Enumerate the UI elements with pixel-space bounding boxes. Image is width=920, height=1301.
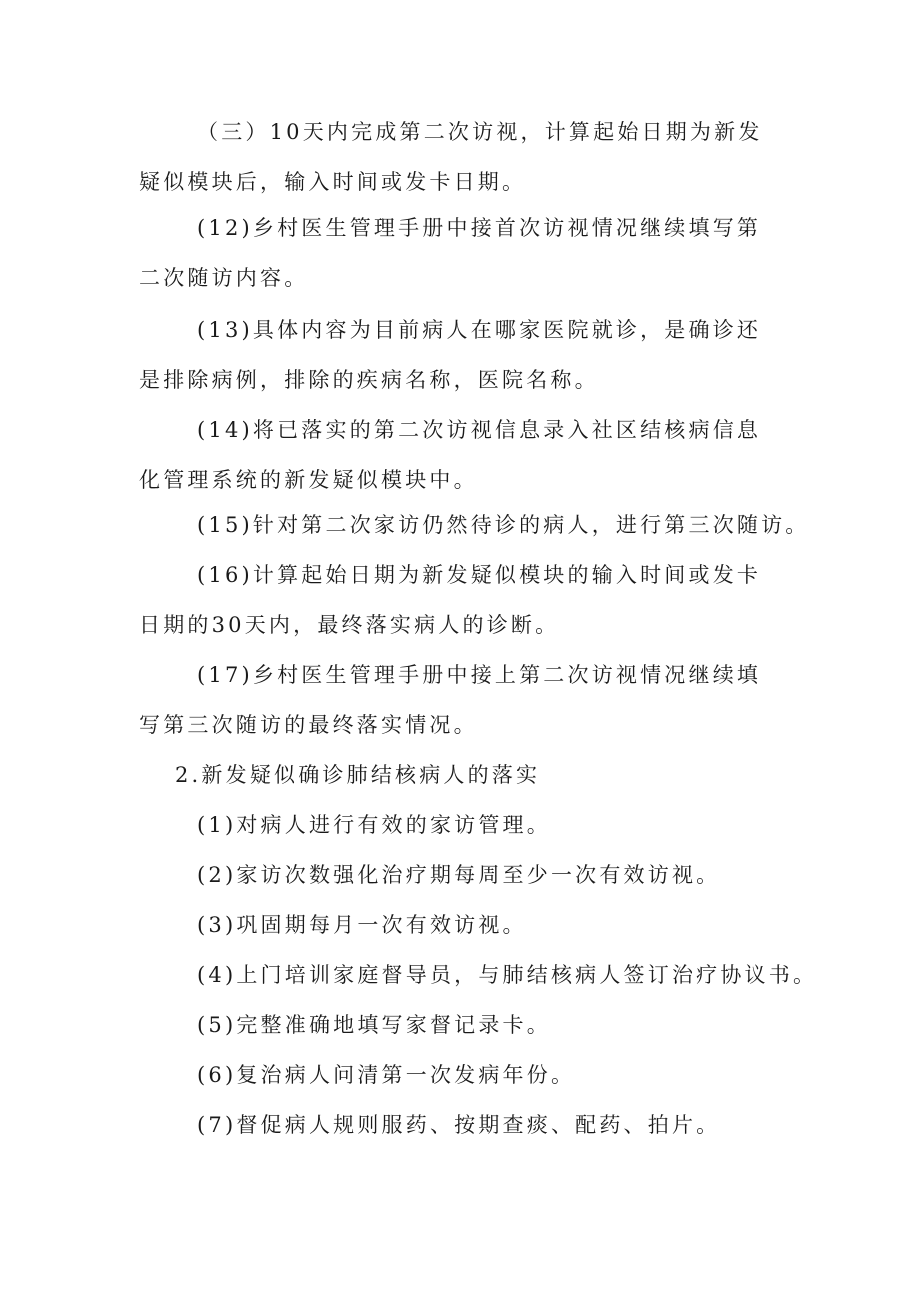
paragraph-item-3: (3)巩固期每月一次有效访视。: [197, 913, 527, 937]
paragraph-item-2: (2)家访次数强化治疗期每周至少一次有效访视。: [197, 863, 721, 887]
paragraph-item-5: (5)完整准确地填写家督记录卡。: [197, 1013, 551, 1037]
paragraph-item-13: (13)具体内容为目前病人在哪家医院就诊，是确诊还是排除病例，排除的疾病名称，医院名称。: [139, 318, 762, 392]
section-heading-confirmed-cases: 2.新发疑似确诊肺结核病人的落实: [175, 763, 541, 787]
paragraph-second-visit-heading: （三）10天内完成第二次访视，计算起始日期为新发疑似模块后，输入时间或发卡日期。: [139, 120, 763, 194]
paragraph-item-7: (7)督促病人规则服药、按期查痰、配药、拍片。: [197, 1113, 721, 1137]
paragraph-item-1: (1)对病人进行有效的家访管理。: [197, 813, 551, 837]
paragraph-item-17: (17)乡村医生管理手册中接上第二次访视情况继续填写第三次随访的最终落实情况。: [139, 663, 762, 737]
paragraph-item-14: (14)将已落实的第二次访视信息录入社区结核病信息化管理系统的新发疑似模块中。: [139, 418, 762, 492]
paragraph-item-16: (16)计算起始日期为新发疑似模块的输入时间或发卡日期的30天内，最终落实病人的诊断。: [139, 563, 762, 637]
paragraph-item-15: (15)针对第二次家访仍然待诊的病人，进行第三次随访。: [197, 513, 810, 537]
paragraph-item-12: (12)乡村医生管理手册中接首次访视情况继续填写第二次随访内容。: [139, 216, 762, 290]
paragraph-item-4: (4)上门培训家庭督导员，与肺结核病人签订治疗协议书。: [197, 963, 818, 987]
paragraph-item-6: (6)复治病人问清第一次发病年份。: [197, 1063, 576, 1087]
